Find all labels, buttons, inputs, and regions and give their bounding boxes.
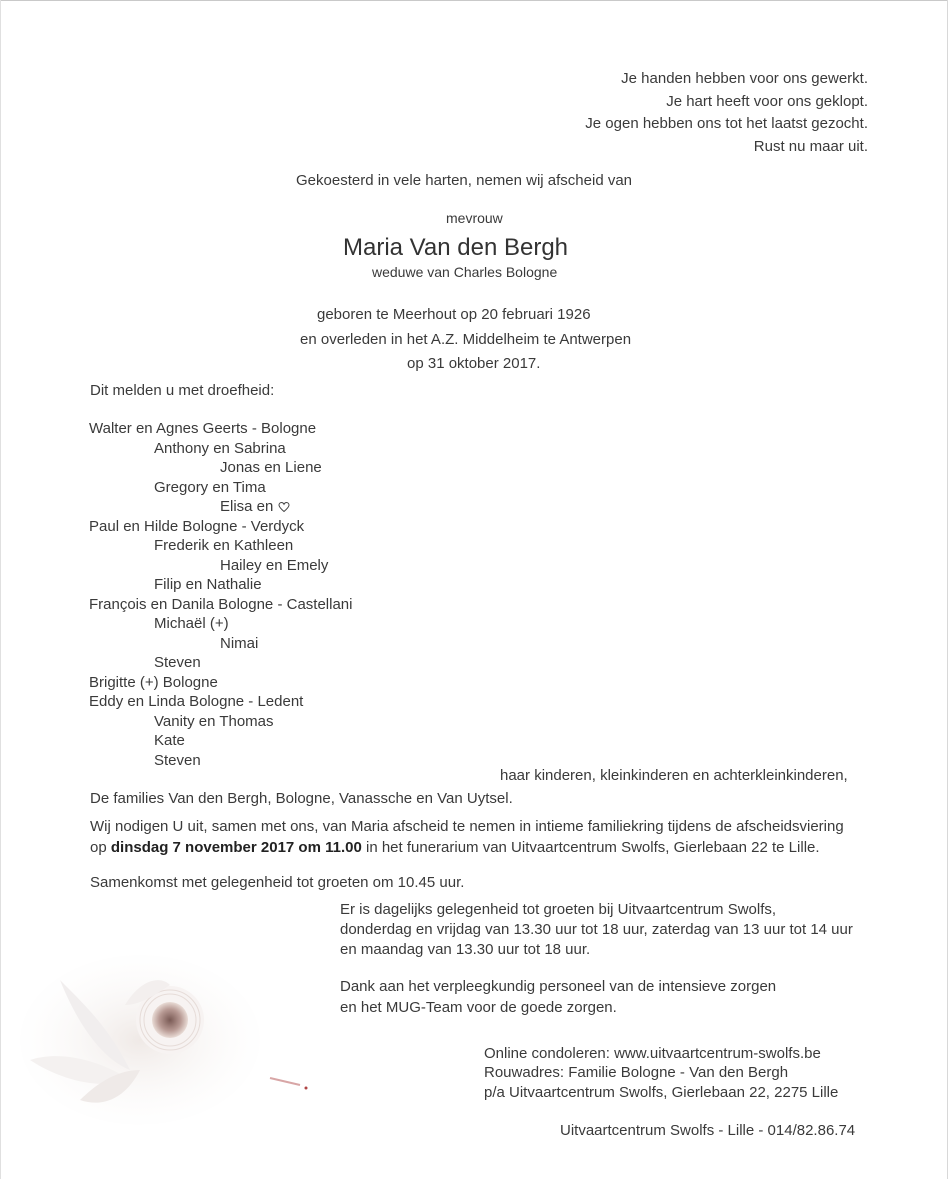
family-line <box>89 575 352 595</box>
family-line <box>89 614 352 634</box>
family-line <box>89 478 352 498</box>
family-line <box>89 653 352 673</box>
family-line-text: Anthony en Sabrina <box>154 439 286 457</box>
family-line-text: Filip en Nathalie <box>154 576 262 593</box>
page-top-edge <box>0 0 948 1</box>
family-line-text: Nimai <box>220 634 259 652</box>
invite-suffix: in het funerarium van Uitvaartcentrum Swolfs, Gierlebaan 22 te Lille. <box>361 839 820 856</box>
family-line-text: Jonas en Liene <box>220 459 322 476</box>
announce-text: Dit melden u met droefheid: <box>90 382 275 399</box>
invite-prefix: op <box>90 839 111 856</box>
family-line: Paul en Hilde Bologne - Verdyck <box>89 517 305 535</box>
families-text: De families Van den Bergh, Bologne, Vanassche en Van Uytsel. <box>90 790 513 807</box>
family-line-text: Frederik en Kathleen <box>154 537 294 554</box>
deceased-name: Maria Van den Bergh <box>343 234 569 261</box>
mourning-address-2: p/a Uitvaartcentrum Swolfs, Gierlebaan 22, 2275 Lille <box>484 1084 839 1101</box>
poem <box>585 68 868 158</box>
gathering-text: Samenkomst met gelegenheid tot groeten om 10.45 uur. <box>90 874 465 891</box>
family-line <box>89 556 352 576</box>
family-line <box>89 458 352 478</box>
thanks-line-2: en het MUG-Team voor de goede zorgen. <box>340 999 617 1016</box>
death-line-2: op 31 oktober 2017. <box>407 355 541 372</box>
ceremony-date: dinsdag 7 november 2017 om 11.00 <box>110 839 362 856</box>
widow-of: weduwe van Charles Bologne <box>372 264 558 280</box>
poem-line: Je hart heeft voor ons geklopt. <box>666 92 868 110</box>
family-line: Brigitte (+) Bologne <box>89 673 218 691</box>
death-line-1: en overleden in het A.Z. Middelheim te Antwerpen <box>300 331 632 348</box>
invite-line-1: Wij nodigen U uit, samen met ons, van Maria afscheid te nemen in intieme familiekring tijdens de afscheidsviering <box>90 818 844 835</box>
family-line: François en Danila Bologne - Castellani <box>89 595 353 613</box>
family-list <box>89 419 352 770</box>
poem-line: Je handen hebben voor ons gewerkt. <box>621 70 868 87</box>
heart-outline-icon <box>278 501 290 513</box>
family-line <box>89 751 352 771</box>
family-line-text: Hailey en Emely <box>220 556 329 574</box>
family-line-text: Gregory en Tima <box>154 478 266 496</box>
title-prefix: mevrouw <box>446 210 503 226</box>
family-line-text: Michaël (+) <box>154 615 229 632</box>
family-line <box>89 439 352 459</box>
invite-line-2 <box>90 838 820 858</box>
family-line-text: Steven <box>154 654 201 671</box>
poem-line: Je ogen hebben ons tot het laatst gezocht. <box>585 115 868 132</box>
mourning-address-1: Rouwadres: Familie Bologne - Van den Bergh <box>484 1064 789 1081</box>
family-line: Eddy en Linda Bologne - Ledent <box>89 693 304 710</box>
family-line <box>89 634 352 654</box>
family-line: Walter en Agnes Geerts - Bologne <box>89 420 317 437</box>
visiting-line-1: Er is dagelijks gelegenheid tot groeten bij Uitvaartcentrum Swolfs, <box>340 901 777 918</box>
family-line-text: Steven <box>154 751 201 769</box>
visiting-line-2: donderdag en vrijdag van 13.30 uur tot 18 uur, zaterdag van 13 uur tot 14 uur <box>340 921 853 938</box>
white-flower-image <box>20 950 320 1140</box>
family-line-text: Kate <box>154 732 185 749</box>
relations-text: haar kinderen, kleinkinderen en achterkleinkinderen, <box>500 767 848 784</box>
online-condolences: Online condoleren: www.uitvaartcentrum-swolfs.be <box>484 1045 821 1062</box>
family-line-text: Elisa en <box>220 498 274 515</box>
visiting-line-3: en maandag van 13.30 uur tot 18 uur. <box>340 941 591 958</box>
page-left-edge <box>0 0 1 1179</box>
intro-text: Gekoesterd in vele harten, nemen wij afscheid van <box>296 172 633 189</box>
family-line <box>89 497 352 517</box>
family-line-text: Vanity en Thomas <box>154 712 274 730</box>
birth-line: geboren te Meerhout op 20 februari 1926 <box>317 306 591 323</box>
thanks-line-1: Dank aan het verpleegkundig personeel van de intensieve zorgen <box>340 978 777 995</box>
poem-line: Rust nu maar uit. <box>753 137 868 155</box>
family-line <box>89 712 352 732</box>
family-line <box>89 536 352 556</box>
family-line <box>89 731 352 751</box>
footer-text: Uitvaartcentrum Swolfs - Lille - 014/82.86.74 <box>560 1122 856 1139</box>
